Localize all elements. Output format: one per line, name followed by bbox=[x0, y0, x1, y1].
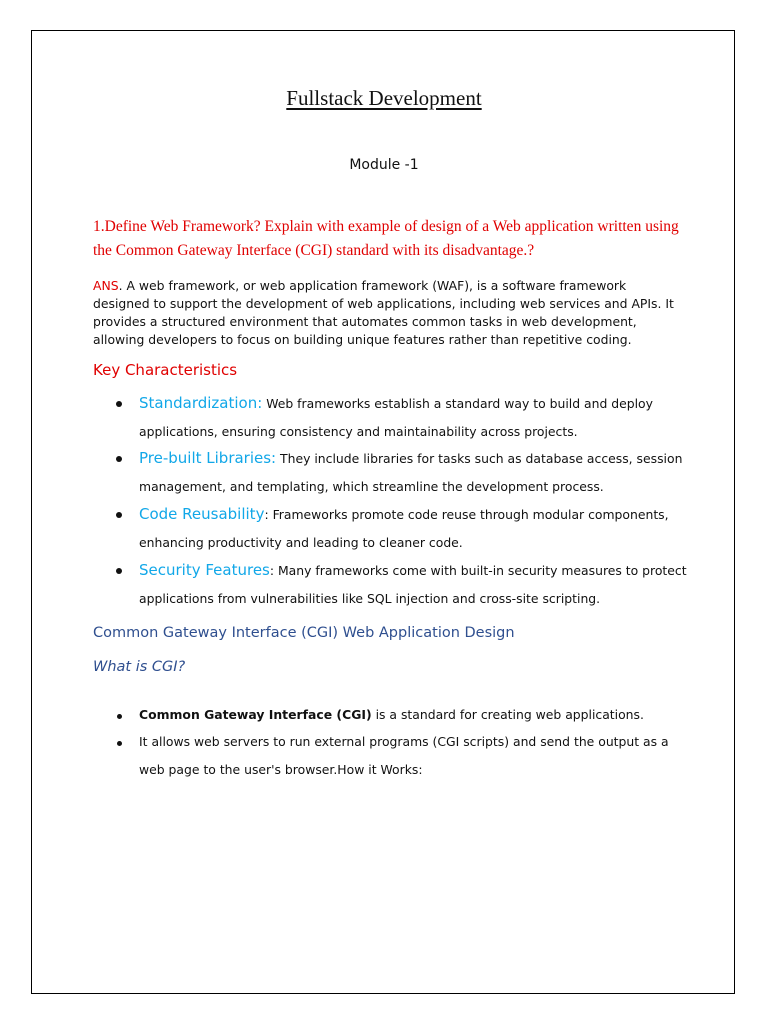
cgi-item-line2: web page to the user's browser.How it Works: bbox=[139, 762, 423, 777]
key-item-term: Code Reusability bbox=[139, 505, 265, 523]
key-item-line2: management, and templating, which streamline the development process. bbox=[139, 479, 604, 494]
key-item-term: Standardization: bbox=[139, 394, 263, 412]
bullet-icon bbox=[116, 568, 122, 574]
module-heading: Module -1 bbox=[349, 157, 419, 173]
cgi-item-bold: Common Gateway Interface (CGI) bbox=[139, 707, 372, 722]
cgi-item-line1: It allows web servers to run external programs (CGI scripts) and send the output as a bbox=[139, 734, 669, 749]
document-title: Fullstack Development bbox=[286, 86, 482, 110]
bullet-icon bbox=[116, 512, 122, 518]
key-item-line1: : Frameworks promote code reuse through modular components, bbox=[264, 507, 669, 522]
bullet-icon bbox=[116, 401, 122, 407]
question-text: 1.Define Web Framework? Explain with example of design of a Web application written using the Common Gateway Interface (CGI) standard with its disadvantage.? bbox=[93, 218, 679, 259]
answer-label: ANS bbox=[93, 278, 119, 293]
cgi-item-line1: is a standard for creating web applications. bbox=[371, 707, 644, 722]
bullet-icon bbox=[117, 714, 122, 719]
key-characteristics-heading: Key Characteristics bbox=[93, 361, 238, 379]
cgi-heading: Common Gateway Interface (CGI) Web Application Design bbox=[93, 625, 515, 641]
key-item-line2: enhancing productivity and leading to cleaner code. bbox=[139, 535, 463, 550]
key-item-line2: applications from vulnerabilities like SQL injection and cross-site scripting. bbox=[139, 591, 601, 606]
bullet-icon bbox=[117, 741, 122, 746]
key-item-line1: Web frameworks establish a standard way to build and deploy bbox=[262, 396, 653, 411]
cgi-subheading: What is CGI? bbox=[93, 659, 186, 675]
bullet-icon bbox=[116, 456, 122, 462]
key-item-line2: applications, ensuring consistency and maintainability across projects. bbox=[139, 424, 578, 439]
key-item-term: Pre-built Libraries: bbox=[139, 449, 277, 467]
key-item-line1: They include libraries for tasks such as database access, session bbox=[276, 451, 683, 466]
key-item-line1: : Many frameworks come with built-in security measures to protect bbox=[269, 563, 687, 578]
answer-text: . A web framework, or web application framework (WAF), is a software framework designed to support the development of web applications, including web services and APIs. It provides a structured environment that automates common tasks in web development, allowing developers to focus on building unique features rather than repetitive coding. bbox=[93, 278, 674, 347]
answer-paragraph bbox=[93, 277, 683, 349]
key-item-term: Security Features bbox=[139, 561, 270, 579]
